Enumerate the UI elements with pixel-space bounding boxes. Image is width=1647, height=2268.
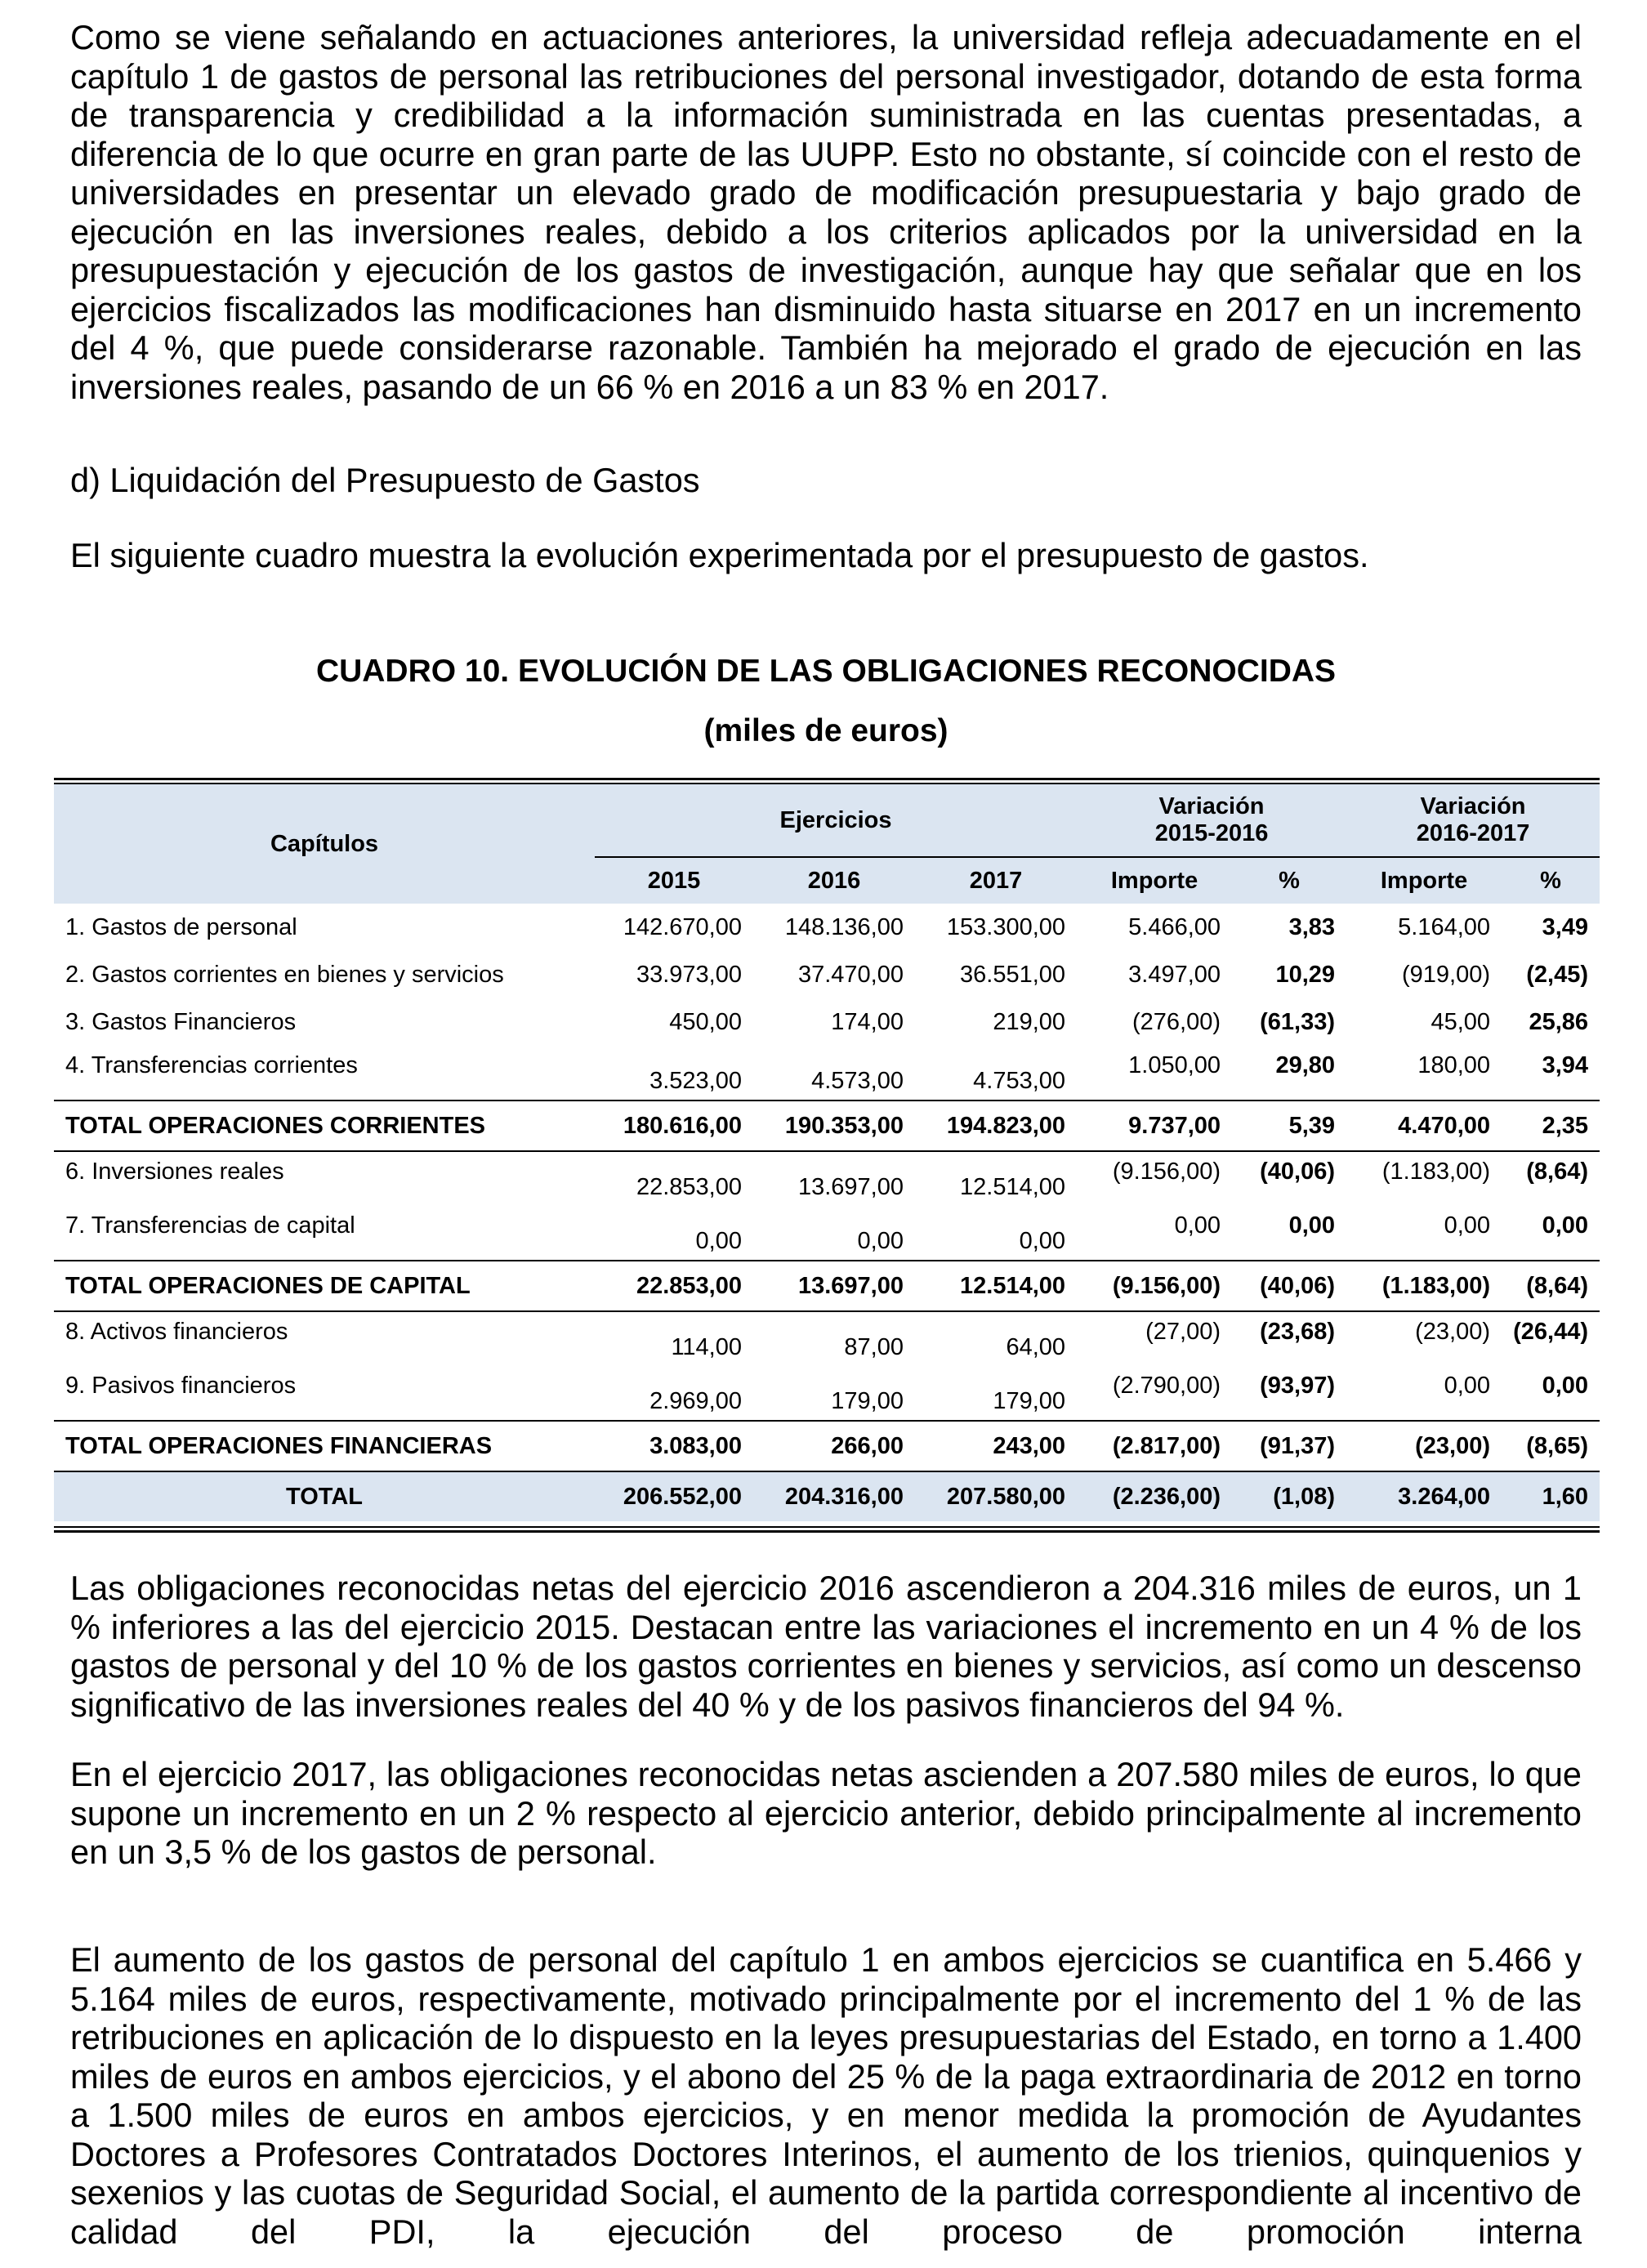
cell-2015: 142.670,00 [623, 913, 742, 940]
cell-pct-2: 2,35 [1502, 1101, 1600, 1151]
cell-importe-1: (27,00) [1077, 1311, 1232, 1366]
cell-importe-2: 45,00 [1431, 1008, 1491, 1035]
table-row-total-capital [54, 1261, 1600, 1311]
header-ejercicios: Ejercicios [595, 784, 1077, 857]
cell-pct-1: 0,00 [1288, 1212, 1336, 1239]
cell-2017: 219,00 [993, 1008, 1066, 1035]
cell-pct-1: (1,08) [1232, 1471, 1346, 1521]
cell-2016: 179,00 [831, 1388, 904, 1414]
cell-pct-1: 10,29 [1275, 961, 1336, 988]
cell-pct-1: 3,83 [1288, 913, 1336, 940]
cell-importe-2: (1.183,00) [1346, 1151, 1502, 1206]
cell-pct-2: 3,49 [1542, 913, 1589, 940]
cell-pct-2: (8,65) [1502, 1421, 1600, 1471]
cell-pct-2: (26,44) [1502, 1311, 1600, 1366]
table-subtitle: (miles de euros) [703, 713, 948, 748]
header-importe-2: Importe [1346, 857, 1502, 904]
cell-2017: 179,00 [993, 1388, 1066, 1414]
cell-importe-1: (2.236,00) [1077, 1471, 1232, 1521]
header-2017: 2017 [915, 857, 1077, 904]
table-row-gastos-financieros [54, 998, 1600, 1046]
cell-importe-1: (2.790,00) [1112, 1373, 1221, 1399]
cell-importe-2: 0,00 [1444, 1373, 1491, 1399]
row-label: 6. Inversiones reales [54, 1151, 595, 1206]
cell-2016: 204.316,00 [753, 1471, 915, 1521]
header-variacion-1-line1: Variación [1158, 793, 1265, 819]
row-label: 4. Transferencias corrientes [65, 1052, 358, 1078]
cell-pct-2: 25,86 [1529, 1008, 1589, 1035]
cell-importe-2: 3.264,00 [1346, 1471, 1502, 1521]
table-bottom-rule [54, 1526, 1600, 1528]
row-label: TOTAL OPERACIONES FINANCIERAS [54, 1421, 595, 1471]
cell-2016: 4.573,00 [811, 1068, 904, 1094]
cell-2016: 87,00 [753, 1311, 915, 1366]
cell-pct-2: (8,64) [1502, 1261, 1600, 1311]
cell-importe-1: 1.050,00 [1128, 1052, 1221, 1078]
cell-pct-2: (2,45) [1526, 961, 1589, 988]
cell-pct-1: 5,39 [1232, 1101, 1346, 1151]
cell-2016: 190.353,00 [753, 1101, 915, 1151]
header-variacion-2-line1: Variación [1420, 793, 1526, 819]
table-row-gastos-personal [54, 904, 1600, 951]
cell-2015: 180.616,00 [595, 1101, 753, 1151]
cell-2017: 12.514,00 [915, 1151, 1077, 1206]
cell-importe-2: (23,00) [1346, 1311, 1502, 1366]
header-importe-1: Importe [1077, 857, 1232, 904]
cell-2017: 207.580,00 [915, 1471, 1077, 1521]
cell-2017: 153.300,00 [946, 913, 1066, 940]
paragraph-4-text: El aumento de los gastos de personal del capítulo 1 en ambos ejercicios se cuantifica en 5.466 y 5.164 miles de euros, respectivamente, motivado principalmente por el incremento del 1 % de las retribuciones en aplicación de lo dispuesto en la leyes presupuestarias del Estado, en torno a 1.400 miles de euros en ambos ejercicios, y el abono del 25 % de la paga extraordinaria de 2012 en torno a 1.500 miles de euros en ambos ejercicios, y en menor medida la promoción de Ayudantes Doctores a Profesores Contratados Doctores Interinos, el aumento de los trienios, quinquenios y sexenios y las cuotas de Seguridad Social, el aumento de la partida correspondiente al incentivo de calidad del PDI, la ejecución del proceso de promoción interna [70, 1940, 1582, 2251]
row-label: TOTAL [54, 1471, 595, 1521]
cell-importe-1: 9.737,00 [1077, 1101, 1232, 1151]
table-title: CUADRO 10. EVOLUCIÓN DE LAS OBLIGACIONES RECONOCIDAS [315, 654, 1337, 689]
cell-2017: 4.753,00 [973, 1068, 1066, 1094]
cell-2015: 33.973,00 [636, 961, 742, 988]
table-row-total [54, 1471, 1600, 1521]
cell-2016: 13.697,00 [753, 1261, 915, 1311]
cell-importe-1: 0,00 [1174, 1212, 1221, 1239]
row-label: 1. Gastos de personal [65, 913, 297, 940]
cell-importe-1: 3.497,00 [1128, 961, 1221, 988]
obligaciones-table [54, 784, 1600, 1521]
cell-importe-1: (9.156,00) [1077, 1151, 1232, 1206]
cell-pct-1: 29,80 [1275, 1052, 1336, 1078]
cell-2017: 64,00 [915, 1311, 1077, 1366]
cell-importe-2: 0,00 [1444, 1212, 1491, 1239]
paragraph-1 [70, 18, 1582, 406]
cell-importe-1: (9.156,00) [1077, 1261, 1232, 1311]
cell-pct-1: (40,06) [1232, 1151, 1346, 1206]
cell-importe-1: (2.817,00) [1077, 1421, 1232, 1471]
cell-pct-2: (8,64) [1502, 1151, 1600, 1206]
paragraph-3-text: En el ejercicio 2017, las obligaciones reconocidas netas ascienden a 207.580 miles de euros, lo que supone un incremento en un 2 % respecto al ejercicio anterior, debido principalmente al incremento en un 3,5 % de los gastos de personal. [70, 1755, 1582, 1871]
cell-2016: 174,00 [831, 1008, 904, 1035]
paragraph-2 [70, 1569, 1582, 1724]
row-label: 7. Transferencias de capital [65, 1212, 355, 1239]
cell-2016: 148.136,00 [784, 913, 904, 940]
table-row-activos-financieros [54, 1311, 1600, 1366]
cell-importe-1: 5.466,00 [1128, 913, 1221, 940]
cell-importe-2: (23,00) [1346, 1421, 1502, 1471]
cell-2015: 2.969,00 [649, 1388, 742, 1414]
table-row-total-corrientes [54, 1101, 1600, 1151]
row-label: TOTAL OPERACIONES CORRIENTES [54, 1101, 595, 1151]
row-label: 9. Pasivos financieros [65, 1373, 297, 1399]
table-row-total-financieras [54, 1421, 1600, 1471]
obligaciones-table-wrapper [54, 778, 1600, 1533]
cell-2017: 36.551,00 [960, 961, 1066, 988]
paragraph-1-text: Como se viene señalando en actuaciones anteriores, la universidad refleja adecuadamente en el capítulo 1 de gastos de personal las retribuciones del personal investigador, dotando de esta forma de transparencia y credibilidad a la información suministrada en las cuentas presentadas, a diferencia de lo que ocurre en gran parte de las UUPP. Esto no obstante, sí coincide con el resto de universidades en presentar un elevado grado de modificación presupuestaria y bajo grado de ejecución en las inversiones reales, debido a los criterios aplicados por la universidad en la presupuestación y ejecución de los gastos de investigación, aunque hay que señalar que en los ejercicios fiscalizados las modificaciones han disminuido hasta situarse en 2017 en un incremento del 4 %, que puede considerarse razonable. También ha mejorado el grado de ejecución en las inversiones reales, pasando de un 66 % en 2016 a un 83 % en 2017. [70, 18, 1582, 406]
section-subheading: d) Liquidación del Presupuesto de Gastos [70, 461, 700, 499]
cell-importe-2: 180,00 [1417, 1052, 1491, 1078]
cell-2017: 194.823,00 [915, 1101, 1077, 1151]
cell-2016: 266,00 [753, 1421, 915, 1471]
cell-importe-2: 4.470,00 [1346, 1101, 1502, 1151]
cell-importe-1: (276,00) [1132, 1008, 1221, 1035]
header-pct-1: % [1232, 857, 1346, 904]
intro-sentence: El siguiente cuadro muestra la evolución experimentada por el presupuesto de gastos. [70, 536, 1369, 574]
cell-2016: 37.470,00 [797, 961, 904, 988]
cell-pct-1: (23,68) [1232, 1311, 1346, 1366]
cell-pct-1: (40,06) [1232, 1261, 1346, 1311]
header-variacion-1-line2: 2015-2016 [1154, 820, 1269, 846]
header-2015: 2015 [595, 857, 753, 904]
cell-importe-2: (1.183,00) [1346, 1261, 1502, 1311]
cell-pct-1: (61,33) [1260, 1008, 1336, 1035]
row-label: 2. Gastos corrientes en bienes y servicios [65, 961, 504, 988]
cell-2015: 114,00 [595, 1311, 753, 1366]
cell-2015: 3.523,00 [649, 1068, 742, 1094]
header-pct-2: % [1502, 857, 1600, 904]
header-2016: 2016 [753, 857, 915, 904]
cell-importe-2: (919,00) [1402, 961, 1491, 988]
cell-importe-2: 5.164,00 [1398, 913, 1491, 940]
cell-pct-1: (91,37) [1232, 1421, 1346, 1471]
header-variacion-2-line2: 2016-2017 [1416, 820, 1530, 846]
cell-2015: 3.083,00 [595, 1421, 753, 1471]
row-label: TOTAL OPERACIONES DE CAPITAL [54, 1261, 595, 1311]
cell-2016: 0,00 [857, 1228, 904, 1254]
table-row-gastos-corrientes [54, 951, 1600, 998]
cell-2017: 12.514,00 [915, 1261, 1077, 1311]
row-label: 3. Gastos Financieros [65, 1008, 297, 1035]
cell-pct-2: 1,60 [1502, 1471, 1600, 1521]
cell-2015: 206.552,00 [595, 1471, 753, 1521]
cell-pct-2: 3,94 [1542, 1052, 1589, 1078]
cell-2015: 450,00 [669, 1008, 742, 1035]
row-label: 8. Activos financieros [54, 1311, 595, 1366]
table-bottom-rule-2 [54, 1530, 1600, 1533]
cell-pct-1: (93,97) [1260, 1373, 1336, 1399]
table-row-transferencias-capital [54, 1206, 1600, 1261]
paragraph-2-text: Las obligaciones reconocidas netas del ejercicio 2016 ascendieron a 204.316 miles de euros, un 1 % inferiores a las del ejercicio 2015. Destacan entre las variaciones el incremento en un 4 % de los gastos de personal y del 10 % de los gastos corrientes en bienes y servicios, así como un descenso significativo de las inversiones reales del 40 % y de los pasivos financieros del 94 %. [70, 1569, 1582, 1724]
header-variacion-2015-2016 [1077, 784, 1346, 857]
header-capitulos: Capítulos [54, 784, 595, 904]
cell-2015: 22.853,00 [595, 1151, 753, 1206]
table-top-rule [54, 778, 1600, 780]
cell-pct-2: 0,00 [1542, 1373, 1589, 1399]
table-row-transferencias-corrientes [54, 1046, 1600, 1101]
cell-2015: 0,00 [695, 1228, 742, 1254]
paragraph-4 [70, 1940, 1582, 2251]
cell-2017: 243,00 [915, 1421, 1077, 1471]
cell-2017: 0,00 [1019, 1228, 1066, 1254]
header-variacion-2016-2017 [1346, 784, 1600, 857]
cell-2015: 22.853,00 [595, 1261, 753, 1311]
cell-2016: 13.697,00 [753, 1151, 915, 1206]
table-row-inversiones-reales [54, 1151, 1600, 1206]
table-row-pasivos-financieros [54, 1366, 1600, 1421]
paragraph-3 [70, 1755, 1582, 1872]
cell-pct-2: 0,00 [1542, 1212, 1589, 1239]
